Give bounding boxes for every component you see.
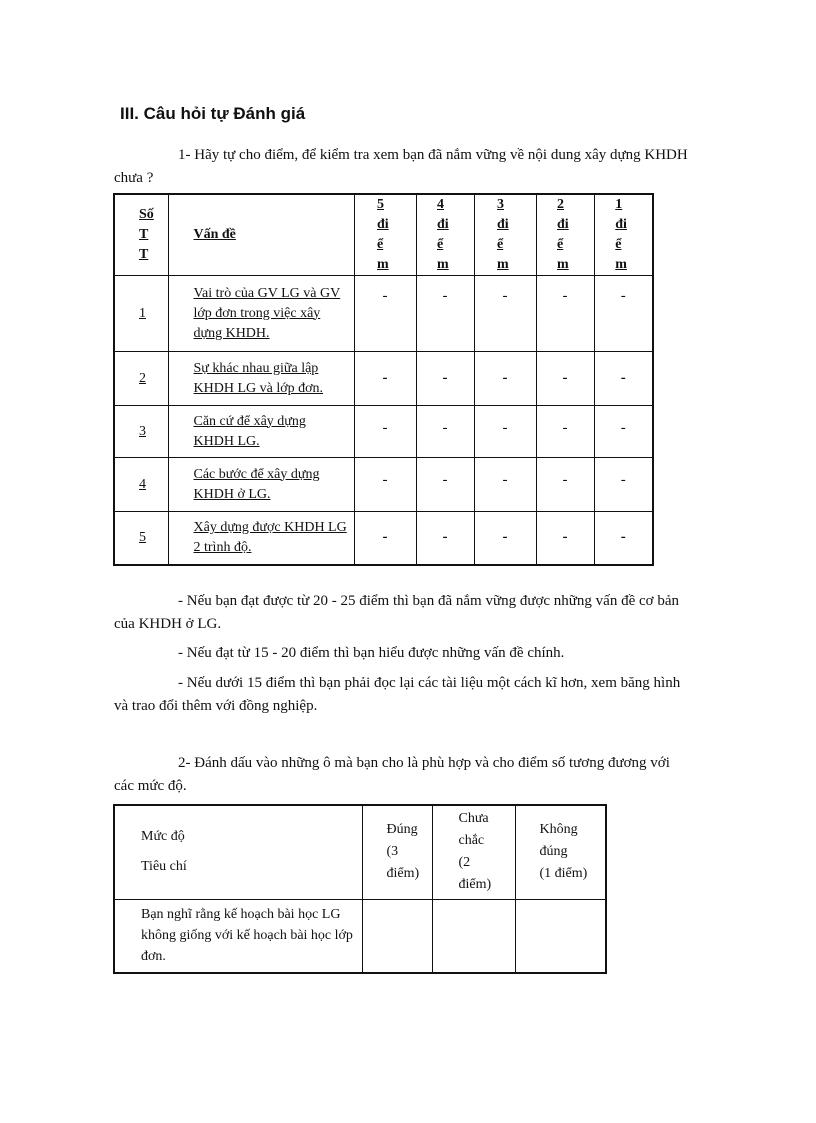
row-number: 3 (114, 406, 168, 458)
score-cell[interactable]: - (594, 276, 653, 352)
table-row (114, 352, 653, 406)
score-note-high: - Nếu bạn đạt được từ 20 - 25 điểm thì bạn đã nắm vững được những vấn đề cơ bản của KHDH ở LG. (114, 593, 679, 632)
score-cell[interactable]: - (594, 512, 653, 565)
col-header-5-points: 5 điểm (354, 194, 416, 276)
answer-cell-true[interactable] (362, 899, 432, 973)
answer-cell-unsure[interactable] (432, 899, 515, 973)
col-header-2-points: 2 điểm (536, 194, 594, 276)
table-row (114, 512, 653, 565)
row-number: 4 (114, 458, 168, 512)
row-issue: Xây dựng được KHDH LG 2 trình độ. (168, 512, 354, 565)
criteria-header (114, 805, 362, 899)
row-number: 2 (114, 352, 168, 406)
score-cell[interactable]: - (536, 352, 594, 406)
section-heading: III. Câu hỏi tự Đánh giá (120, 104, 306, 123)
score-cell[interactable]: - (474, 512, 536, 565)
row-issue: Các bước để xây dựng KHDH ở LG. (168, 458, 354, 512)
question-2: 2- Đánh dấu vào những ô mà bạn cho là phù hợp và cho điểm số tương đương với các mức độ. (114, 755, 670, 794)
col-header-unsure: Chưa chắc (2 điểm) (432, 805, 515, 899)
col-header-1-point: 1 điểm (594, 194, 653, 276)
score-cell[interactable]: - (354, 406, 416, 458)
score-cell[interactable]: - (354, 276, 416, 352)
score-cell[interactable]: - (536, 276, 594, 352)
score-note-low: - Nếu dưới 15 điểm thì bạn phải đọc lại các tài liệu một cách kĩ hơn, xem băng hình và trao đổi thêm với đồng nghiệp. (114, 675, 681, 714)
score-cell[interactable]: - (354, 512, 416, 565)
score-cell[interactable]: - (416, 276, 474, 352)
row-issue: Vai trò của GV LG và GV lớp đơn trong việc xây dựng KHDH. (168, 276, 354, 352)
table-row (114, 406, 653, 458)
score-cell[interactable]: - (416, 352, 474, 406)
score-cell[interactable]: - (416, 512, 474, 565)
row-issue: Sự khác nhau giữa lập KHDH LG và lớp đơn. (168, 352, 354, 406)
score-cell[interactable]: - (594, 458, 653, 512)
answer-cell-false[interactable] (515, 899, 606, 973)
row-number: 1 (114, 276, 168, 352)
score-cell[interactable]: - (474, 276, 536, 352)
question-1: 1- Hãy tự cho điểm, để kiểm tra xem bạn đã nắm vững về nội dung xây dựng KHDH chưa ? (114, 147, 688, 186)
col-header-4-points: 4 điểm (416, 194, 474, 276)
self-score-table (113, 193, 654, 566)
score-cell[interactable]: - (474, 458, 536, 512)
col-header-3-points: 3 điểm (474, 194, 536, 276)
agreement-table (113, 804, 607, 974)
score-cell[interactable]: - (536, 458, 594, 512)
row-issue: Căn cứ để xây dựng KHDH LG. (168, 406, 354, 458)
criteria-statement: Bạn nghĩ rằng kế hoạch bài học LG không giống với kế hoạch bài học lớp đơn. (114, 899, 362, 973)
level-label: Mức độ (141, 829, 185, 845)
col-header-false: Không đúng (1 điểm) (515, 805, 606, 899)
col-header-no: Số TT (114, 194, 168, 276)
score-cell[interactable]: - (354, 458, 416, 512)
score-cell[interactable]: - (536, 406, 594, 458)
criteria-label: Tiêu chí (141, 859, 187, 875)
score-cell[interactable]: - (594, 406, 653, 458)
row-number: 5 (114, 512, 168, 565)
score-note-mid: - Nếu đạt từ 15 - 20 điểm thì bạn hiểu được những vấn đề chính. (178, 645, 565, 661)
score-cell[interactable]: - (594, 352, 653, 406)
score-cell[interactable]: - (474, 352, 536, 406)
score-cell[interactable]: - (416, 406, 474, 458)
score-cell[interactable]: - (354, 352, 416, 406)
table-row (114, 899, 606, 973)
table-row (114, 458, 653, 512)
col-header-issue: Vấn đề (168, 194, 354, 276)
score-cell[interactable]: - (536, 512, 594, 565)
score-cell[interactable]: - (474, 406, 536, 458)
table-row (114, 276, 653, 352)
col-header-true: Đúng (3 điểm) (362, 805, 432, 899)
score-cell[interactable]: - (416, 458, 474, 512)
